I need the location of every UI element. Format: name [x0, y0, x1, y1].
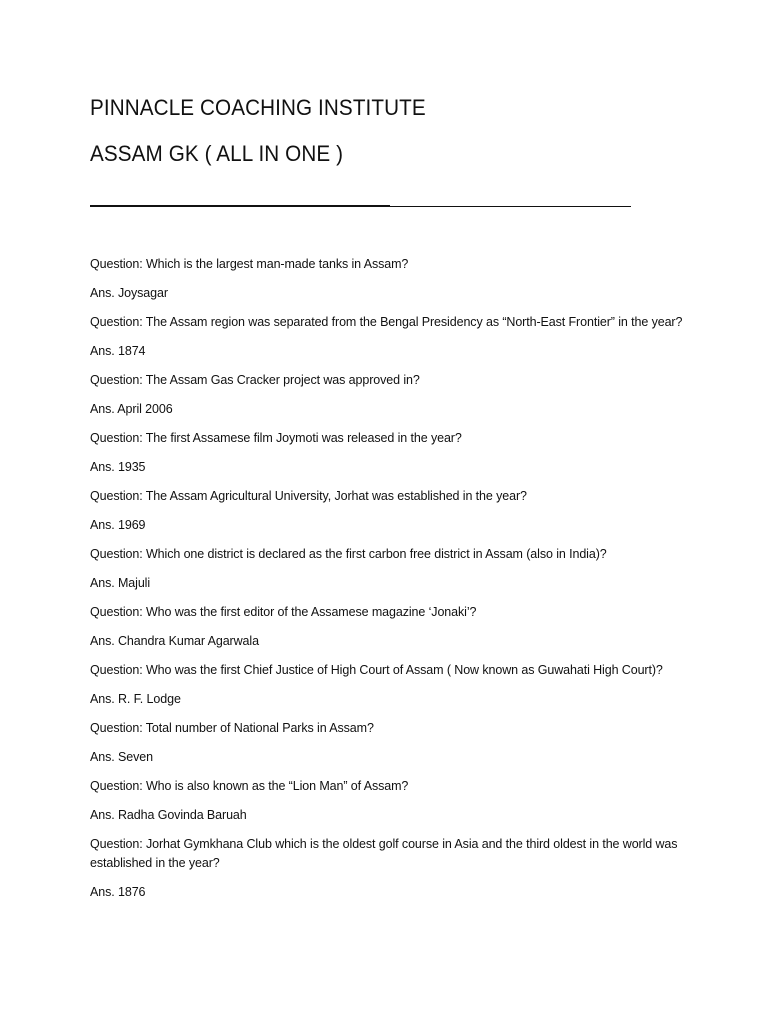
question-text: Question: The first Assamese film Joymoti was released in the year? [90, 431, 462, 445]
answer-text: Ans. April 2006 [90, 402, 173, 416]
document-title: PINNACLE COACHING INSTITUTE [90, 95, 426, 120]
question-text: Question: Total number of National Parks in Assam? [90, 721, 374, 735]
question-text: Question: Who was the first Chief Justice of High Court of Assam ( Now known as Guwahati High Court)? [90, 663, 663, 677]
answer-text: Ans. Radha Govinda Baruah [90, 808, 247, 822]
question-text: Question: The Assam Gas Cracker project was approved in? [90, 373, 420, 387]
question-text: Question: Which is the largest man-made tanks in Assam? [90, 257, 409, 271]
answer-text: Ans. Chandra Kumar Agarwala [90, 634, 259, 648]
document-subtitle: ASSAM GK ( ALL IN ONE ) [90, 141, 344, 166]
answer-text: Ans. 1969 [90, 518, 146, 532]
qa-list [90, 255, 690, 912]
answer-text: Ans. Majuli [90, 576, 151, 590]
answer-text: Ans. 1935 [90, 460, 146, 474]
answer-text: Ans. Seven [90, 750, 153, 764]
answer-text: Ans. 1874 [90, 344, 146, 358]
divider-thick [90, 205, 390, 207]
question-text: Question: Jorhat Gymkhana Club which is the oldest golf course in Asia and the third oldest in the world was established in the year? [90, 837, 678, 870]
divider-thin [390, 206, 631, 207]
answer-text: Ans. R. F. Lodge [90, 692, 181, 706]
question-text: Question: Who was the first editor of the Assamese magazine ‘Jonaki’? [90, 605, 477, 619]
question-text: Question: The Assam Agricultural University, Jorhat was established in the year? [90, 489, 527, 503]
answer-text: Ans. 1876 [90, 885, 146, 899]
question-text: Question: The Assam region was separated from the Bengal Presidency as “North-East Frontier” in the year? [90, 315, 683, 329]
question-text: Question: Who is also known as the “Lion Man” of Assam? [90, 779, 409, 793]
answer-text: Ans. Joysagar [90, 286, 168, 300]
question-text: Question: Which one district is declared as the first carbon free district in Assam (also in India)? [90, 547, 607, 561]
